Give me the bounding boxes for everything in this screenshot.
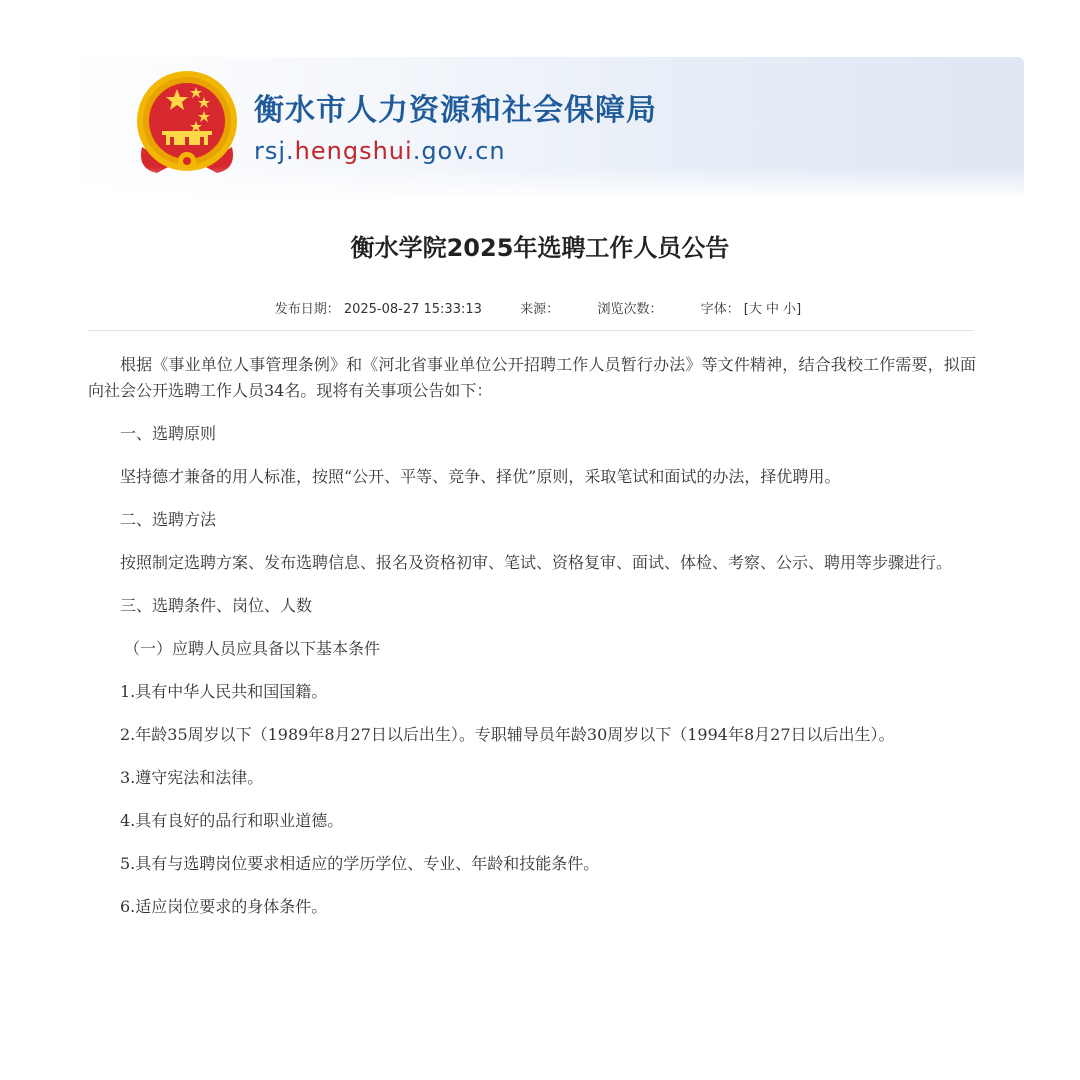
site-url-suffix: .gov.cn [412, 137, 506, 165]
article-title: 衡水学院2025年选聘工作人员公告 [350, 234, 730, 262]
banner-fade [62, 167, 1024, 197]
condition-item: 3.遵守宪法和法律。 [120, 768, 264, 787]
site-url-prefix: rsj. [254, 137, 295, 165]
article-body [88, 352, 976, 937]
meta-divider [88, 330, 974, 331]
principles-paragraph: 坚持德才兼备的用人标准，按照“公开、平等、竞争、择优”原则，采取笔试和面试的办法，择优聘用。 [120, 467, 841, 486]
condition-item: 6.适应岗位要求的身体条件。 [120, 897, 328, 916]
condition-item: 5.具有与选聘岗位要求相适应的学历学位、专业、年龄和技能条件。 [120, 854, 600, 873]
subsection-heading-basic-conditions: （一）应聘人员应具备以下基本条件 [124, 639, 381, 658]
condition-item: 4.具有良好的品行和职业道德。 [120, 811, 344, 830]
site-name: 衡水市人力资源和社会保障局 [254, 93, 657, 128]
publish-date-label: 发布日期： [274, 302, 340, 317]
article-meta [0, 298, 1080, 317]
site-header-banner [62, 57, 1024, 197]
section-heading-conditions: 三、选聘条件、岗位、人数 [120, 596, 313, 615]
condition-item: 2.年龄35周岁以下（1989年8月27日以后出生）。专职辅导员年龄30周岁以下（1994年8月27日以后出生）。 [120, 725, 895, 744]
section-heading-principles: 一、选聘原则 [120, 424, 217, 443]
font-size-switcher[interactable]: [大 中 小] [743, 302, 802, 317]
method-paragraph: 按照制定选聘方案、发布选聘信息、报名及资格初审、笔试、资格复审、面试、体检、考察、公示、聘用等步骤进行。 [120, 553, 953, 572]
font-size-label: 字体： [700, 302, 740, 317]
source-label: 来源： [520, 302, 560, 317]
site-url-domain: hengshui [294, 137, 413, 165]
intro-paragraph: 根据《事业单位人事管理条例》和《河北省事业单位公开招聘工作人员暂行办法》等文件精神，结合我校工作需要，拟面向社会公开选聘工作人员34名。现将有关事项公告如下： [88, 355, 976, 400]
condition-item: 1.具有中华人民共和国国籍。 [120, 682, 328, 701]
views-label: 浏览次数： [597, 302, 663, 317]
section-heading-method: 二、选聘方法 [120, 510, 217, 529]
publish-date: 2025-08-27 15:33:13 [343, 302, 482, 317]
national-emblem-icon [132, 69, 242, 181]
site-url[interactable] [254, 137, 506, 165]
